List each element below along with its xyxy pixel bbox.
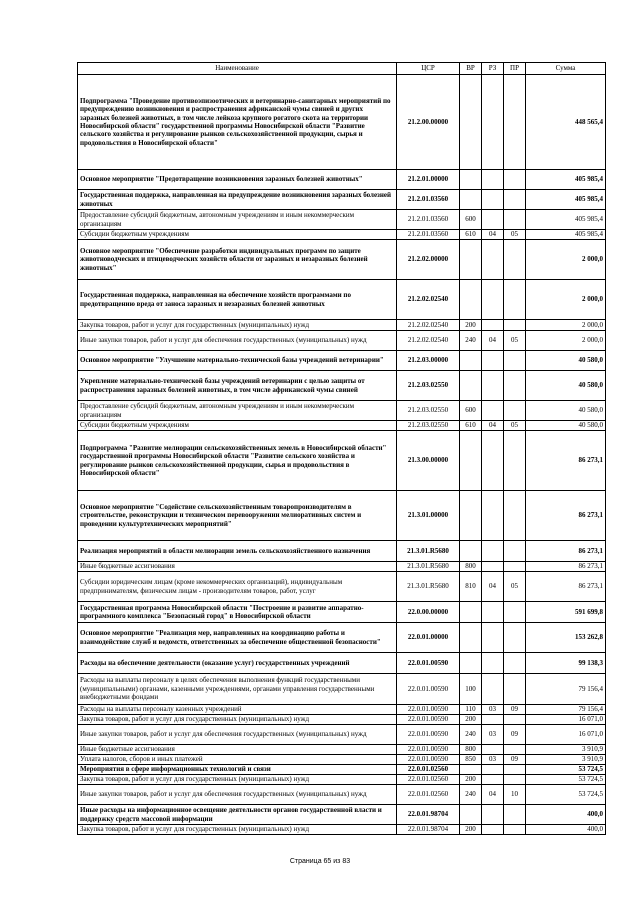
table-row	[78, 715, 606, 725]
table-row	[78, 331, 606, 351]
cell-csr: 22.0.00.00000	[397, 602, 460, 623]
cell-name: Подпрограмма "Развитие мелиорации сельскохозяйственных земель в Новосибирской области" государственной программы Новосибирской области "Развитие сельского хозяйства и регулирование рынков сельскохозяйственной продукции, сырья и продовольствия в Новосибирской области"	[78, 431, 397, 491]
table-row	[78, 280, 606, 320]
cell-csr: 21.3.01.R5680	[397, 572, 460, 602]
cell-sum: 405 985,4	[526, 210, 606, 230]
cell-sum: 99 138,3	[526, 653, 606, 674]
cell-vr	[460, 623, 482, 653]
cell-name: Субсидии бюджетным учреждениям	[78, 230, 397, 240]
cell-name: Иные закупки товаров, работ и услуг для обеспечения государственных (муниципальных) нужд	[78, 331, 397, 351]
cell-name: Подпрограмма "Проведение противоэпизоотических и ветеринарно-санитарных мероприятий по предупреждению возникновения и распространения африканской чумы свиней и других заразных болезней животных, в том числе лейкоза крупного рогатого скота на территории Новосибирской области" государственной программы Новосибирской области "Развитие сельского хозяйства и регулирование рынков сельскохозяйственной продукции, сырья и продовольствия в Новосибирской области"	[78, 75, 397, 170]
table-row	[78, 725, 606, 745]
cell-csr: 22.0.01.02560	[397, 765, 460, 775]
table-row	[78, 421, 606, 431]
cell-vr: 610	[460, 421, 482, 431]
cell-rz: 03	[482, 725, 504, 745]
cell-rz: 03	[482, 755, 504, 765]
table-row	[78, 785, 606, 805]
cell-sum: 3 910,9	[526, 745, 606, 755]
table-row	[78, 170, 606, 190]
cell-sum: 405 985,4	[526, 190, 606, 210]
cell-rz: 04	[482, 421, 504, 431]
cell-sum: 86 273,1	[526, 431, 606, 491]
cell-pr	[504, 562, 526, 572]
table-row	[78, 765, 606, 775]
cell-csr: 21.2.02.02540	[397, 331, 460, 351]
cell-vr: 240	[460, 785, 482, 805]
cell-pr: 05	[504, 331, 526, 351]
cell-rz	[482, 371, 504, 401]
cell-pr	[504, 775, 526, 785]
table-row	[78, 230, 606, 240]
cell-vr	[460, 805, 482, 825]
cell-sum: 405 985,4	[526, 170, 606, 190]
cell-name: Закупка товаров, работ и услуг для государственных (муниципальных) нужд	[78, 825, 397, 835]
cell-sum: 400,0	[526, 825, 606, 835]
cell-csr: 21.3.01.R5680	[397, 562, 460, 572]
table-row	[78, 825, 606, 835]
cell-csr: 21.2.03.02550	[397, 371, 460, 401]
cell-name: Государственная программа Новосибирской области "Построение и развитие аппаратно-программного комплекса "Безопасный город" в Новосибирской области	[78, 602, 397, 623]
cell-vr	[460, 170, 482, 190]
cell-sum: 79 156,4	[526, 705, 606, 715]
cell-vr: 200	[460, 320, 482, 331]
cell-pr	[504, 825, 526, 835]
table-row	[78, 351, 606, 371]
cell-sum: 16 071,0	[526, 715, 606, 725]
header-vr: ВР	[460, 63, 482, 75]
cell-name: Закупка товаров, работ и услуг для государственных (муниципальных) нужд	[78, 775, 397, 785]
cell-sum: 40 580,0	[526, 401, 606, 421]
cell-rz	[482, 240, 504, 280]
cell-sum: 86 273,1	[526, 491, 606, 541]
cell-csr: 22.0.01.98704	[397, 825, 460, 835]
table-row	[78, 745, 606, 755]
cell-pr	[504, 170, 526, 190]
cell-name: Основное мероприятие "Реализация мер, направленных на координацию работы и взаимодействие служб и ведомств, ответственных за обеспечение общественной безопасности"	[78, 623, 397, 653]
cell-rz	[482, 805, 504, 825]
table-row	[78, 705, 606, 715]
table-row	[78, 541, 606, 562]
cell-pr	[504, 240, 526, 280]
table-row	[78, 674, 606, 705]
cell-name: Государственная поддержка, направленная на предупреждение возникновения заразных болезней животных	[78, 190, 397, 210]
cell-vr	[460, 602, 482, 623]
cell-rz: 04	[482, 230, 504, 240]
cell-csr: 21.2.02.02540	[397, 280, 460, 320]
cell-vr: 110	[460, 705, 482, 715]
cell-pr: 10	[504, 785, 526, 805]
cell-name: Мероприятия в сфере информационных технологий и связи	[78, 765, 397, 775]
cell-pr: 05	[504, 572, 526, 602]
cell-vr	[460, 190, 482, 210]
cell-vr	[460, 240, 482, 280]
cell-vr	[460, 653, 482, 674]
cell-sum: 2 000,0	[526, 240, 606, 280]
table-row	[78, 210, 606, 230]
cell-sum: 16 071,0	[526, 725, 606, 745]
table-row	[78, 653, 606, 674]
header-sum: Сумма	[526, 63, 606, 75]
cell-pr	[504, 401, 526, 421]
cell-csr: 22.0.01.00590	[397, 745, 460, 755]
cell-sum: 86 273,1	[526, 572, 606, 602]
cell-vr	[460, 280, 482, 320]
cell-name: Иные расходы на информационное освещение деятельности органов государственной власти и поддержку средств массовой информации	[78, 805, 397, 825]
cell-csr: 21.2.01.00000	[397, 170, 460, 190]
cell-vr: 100	[460, 674, 482, 705]
cell-csr: 21.2.00.00000	[397, 75, 460, 170]
cell-name: Предоставление субсидий бюджетным, автономным учреждениям и иным некоммерческим организациям	[78, 210, 397, 230]
cell-csr: 21.2.01.03560	[397, 190, 460, 210]
cell-sum: 79 156,4	[526, 674, 606, 705]
cell-pr	[504, 602, 526, 623]
cell-rz	[482, 715, 504, 725]
cell-csr: 21.2.03.02550	[397, 421, 460, 431]
cell-sum: 86 273,1	[526, 541, 606, 562]
table-row	[78, 572, 606, 602]
cell-csr: 21.2.02.00000	[397, 240, 460, 280]
table-body	[78, 75, 606, 835]
cell-csr: 21.3.01.R5680	[397, 541, 460, 562]
cell-rz	[482, 75, 504, 170]
cell-rz: 03	[482, 705, 504, 715]
cell-rz	[482, 280, 504, 320]
table-row	[78, 623, 606, 653]
cell-rz	[482, 825, 504, 835]
cell-sum: 53 724,5	[526, 775, 606, 785]
cell-pr	[504, 653, 526, 674]
table-row	[78, 401, 606, 421]
cell-csr: 22.0.01.00590	[397, 653, 460, 674]
cell-sum: 153 262,8	[526, 623, 606, 653]
cell-rz	[482, 674, 504, 705]
cell-vr: 850	[460, 755, 482, 765]
table-row	[78, 240, 606, 280]
cell-csr: 21.2.03.02550	[397, 401, 460, 421]
cell-vr: 240	[460, 331, 482, 351]
table-row	[78, 775, 606, 785]
cell-name: Уплата налогов, сборов и иных платежей	[78, 755, 397, 765]
table-row	[78, 562, 606, 572]
header-pr: ПР	[504, 63, 526, 75]
cell-name: Основное мероприятие "Улучшение материально-технической базы учреждений ветеринарии"	[78, 351, 397, 371]
cell-rz: 04	[482, 331, 504, 351]
cell-sum: 40 580,0	[526, 421, 606, 431]
cell-vr: 200	[460, 825, 482, 835]
table-row	[78, 371, 606, 401]
cell-pr	[504, 320, 526, 331]
cell-rz	[482, 653, 504, 674]
cell-name: Иные бюджетные ассигнования	[78, 745, 397, 755]
header-rz: РЗ	[482, 63, 504, 75]
cell-name: Иные закупки товаров, работ и услуг для обеспечения государственных (муниципальных) нужд	[78, 785, 397, 805]
cell-rz	[482, 210, 504, 230]
cell-vr: 600	[460, 210, 482, 230]
cell-csr: 21.2.03.00000	[397, 351, 460, 371]
cell-rz	[482, 602, 504, 623]
cell-pr	[504, 190, 526, 210]
cell-vr: 810	[460, 572, 482, 602]
cell-pr: 05	[504, 421, 526, 431]
cell-sum: 448 565,4	[526, 75, 606, 170]
cell-sum: 40 580,0	[526, 351, 606, 371]
cell-csr: 21.2.02.02540	[397, 320, 460, 331]
cell-name: Государственная поддержка, направленная на обеспечение хозяйств программами по предотвращению вреда от заноса заразных и незаразных болезней животных	[78, 280, 397, 320]
budget-table	[77, 62, 606, 835]
cell-name: Расходы на выплаты персоналу казенных учреждений	[78, 705, 397, 715]
table-row	[78, 75, 606, 170]
cell-vr: 200	[460, 775, 482, 785]
cell-rz	[482, 320, 504, 331]
table-header-row	[78, 63, 606, 75]
cell-pr	[504, 210, 526, 230]
table-row	[78, 320, 606, 331]
cell-csr: 22.0.01.98704	[397, 805, 460, 825]
cell-pr	[504, 745, 526, 755]
cell-vr	[460, 431, 482, 491]
table-row	[78, 755, 606, 765]
cell-pr	[504, 623, 526, 653]
cell-rz	[482, 541, 504, 562]
cell-rz	[482, 745, 504, 755]
cell-vr	[460, 351, 482, 371]
cell-pr	[504, 431, 526, 491]
cell-sum: 86 273,1	[526, 562, 606, 572]
cell-pr	[504, 765, 526, 775]
cell-vr: 800	[460, 562, 482, 572]
cell-rz: 04	[482, 572, 504, 602]
cell-csr: 22.0.01.00590	[397, 725, 460, 745]
cell-csr: 22.0.01.02560	[397, 785, 460, 805]
cell-name: Расходы на обеспечение деятельности (оказание услуг) государственных учреждений	[78, 653, 397, 674]
cell-pr	[504, 371, 526, 401]
cell-vr	[460, 541, 482, 562]
cell-rz	[482, 775, 504, 785]
cell-csr: 22.0.01.00590	[397, 705, 460, 715]
cell-name: Основное мероприятие "Обеспечение разработки индивидуальных программ по защите животноводческих и птицеводческих хозяйств области от заразных и незаразных болезней животных"	[78, 240, 397, 280]
cell-name: Реализация мероприятий в области мелиорации земель сельскохозяйственного назначения	[78, 541, 397, 562]
cell-pr	[504, 75, 526, 170]
cell-vr: 240	[460, 725, 482, 745]
cell-name: Субсидии бюджетным учреждениям	[78, 421, 397, 431]
cell-csr: 21.2.01.03560	[397, 210, 460, 230]
cell-pr: 05	[504, 230, 526, 240]
cell-pr	[504, 805, 526, 825]
cell-sum: 3 910,9	[526, 755, 606, 765]
header-name: Наименование	[78, 63, 397, 75]
cell-pr	[504, 280, 526, 320]
cell-sum: 53 724,5	[526, 785, 606, 805]
cell-name: Предоставление субсидий бюджетным, автономным учреждениям и иным некоммерческим организациям	[78, 401, 397, 421]
cell-rz	[482, 562, 504, 572]
cell-csr: 22.0.01.00590	[397, 755, 460, 765]
cell-name: Основное мероприятие "Предотвращение возникновения заразных болезней животных"	[78, 170, 397, 190]
cell-rz	[482, 491, 504, 541]
cell-rz	[482, 190, 504, 210]
cell-csr: 22.0.01.00000	[397, 623, 460, 653]
cell-csr: 21.3.00.00000	[397, 431, 460, 491]
header-csr: ЦСР	[397, 63, 460, 75]
cell-pr	[504, 351, 526, 371]
cell-csr: 22.0.01.00590	[397, 715, 460, 725]
cell-name: Основное мероприятие "Содействие сельскохозяйственным товаропроизводителям в строительстве, реконструкции и техническом перевооружении мелиоративных систем и проведении культуртехнических мероприятий"	[78, 491, 397, 541]
cell-rz	[482, 351, 504, 371]
cell-pr	[504, 674, 526, 705]
cell-name: Расходы на выплаты персоналу в целях обеспечения выполнения функций государственными (муниципальными) органами, казенными учреждениями, органами управления государственными внебюджетными фондами	[78, 674, 397, 705]
table-row	[78, 805, 606, 825]
cell-pr	[504, 491, 526, 541]
cell-name: Иные бюджетные ассигнования	[78, 562, 397, 572]
cell-vr	[460, 371, 482, 401]
cell-sum: 405 985,4	[526, 230, 606, 240]
cell-csr: 22.0.01.02560	[397, 775, 460, 785]
cell-rz	[482, 431, 504, 491]
cell-csr: 21.2.01.03560	[397, 230, 460, 240]
table-row	[78, 190, 606, 210]
cell-sum: 2 000,0	[526, 331, 606, 351]
cell-vr: 200	[460, 715, 482, 725]
cell-vr: 610	[460, 230, 482, 240]
cell-pr: 09	[504, 755, 526, 765]
cell-name: Закупка товаров, работ и услуг для государственных (муниципальных) нужд	[78, 320, 397, 331]
cell-pr: 09	[504, 705, 526, 715]
cell-sum: 400,0	[526, 805, 606, 825]
table-row	[78, 602, 606, 623]
table-row	[78, 491, 606, 541]
cell-rz: 04	[482, 785, 504, 805]
cell-sum: 2 000,0	[526, 280, 606, 320]
cell-sum: 591 699,8	[526, 602, 606, 623]
cell-name: Закупка товаров, работ и услуг для государственных (муниципальных) нужд	[78, 715, 397, 725]
table-row	[78, 431, 606, 491]
cell-pr	[504, 715, 526, 725]
cell-sum: 53 724,5	[526, 765, 606, 775]
cell-csr: 21.3.01.00000	[397, 491, 460, 541]
cell-sum: 2 000,0	[526, 320, 606, 331]
cell-vr	[460, 765, 482, 775]
cell-vr: 600	[460, 401, 482, 421]
cell-csr: 22.0.01.00590	[397, 674, 460, 705]
cell-name: Субсидии юридическим лицам (кроме некоммерческих организаций), индивидуальным предпринимателям, физическим лицам - производителям товаров, работ, услуг	[78, 572, 397, 602]
cell-vr	[460, 491, 482, 541]
cell-name: Укрепление материально-технической базы учреждений ветеринарии с целью защиты от распространения заразных болезней животных, в том числе африканской чумы свиней	[78, 371, 397, 401]
cell-rz	[482, 765, 504, 775]
cell-vr: 800	[460, 745, 482, 755]
cell-pr	[504, 541, 526, 562]
cell-name: Иные закупки товаров, работ и услуг для обеспечения государственных (муниципальных) нужд	[78, 725, 397, 745]
cell-rz	[482, 623, 504, 653]
cell-pr: 09	[504, 725, 526, 745]
cell-vr	[460, 75, 482, 170]
page-footer: Страница 65 из 83	[289, 858, 351, 865]
cell-rz	[482, 170, 504, 190]
cell-sum: 40 580,0	[526, 371, 606, 401]
cell-rz	[482, 401, 504, 421]
